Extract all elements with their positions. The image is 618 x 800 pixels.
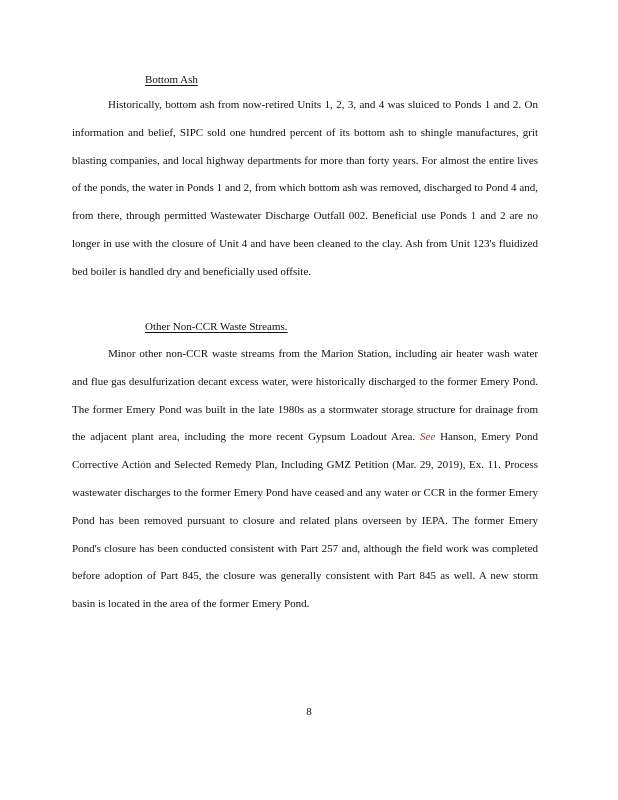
paragraph-text-before-citation: Minor other non-CCR waste streams from the Marion Station, including air heater wash water and flue gas desulfurization decant excess water, were historically discharged to the former Emery Pond. The former Emery Pond was built in the late 1980s as a stormwater storage structure for drainage from the adjacent plant area, including the more recent Gypsum Loadout Area. <box>72 348 538 444</box>
page-number: 8 <box>306 706 312 718</box>
section-heading-other-waste-streams: Other Non-CCR Waste Streams. <box>145 321 288 333</box>
paragraph-text-after-citation: Hanson, Emery Pond Corrective Action and Selected Remedy Plan, Including GMZ Petition (Mar. 29, 2019), Ex. 11. Process wastewater discharges to the former Emery Pond have ceased and any water or CCR in the former Emery Pond has been removed pursuant to closure and related plans overseen by IEPA. The former Emery Pond's closure has been conducted consistent with Part 257 and, although the field work was completed before adoption of Part 845, the closure was generally consistent with Part 845 as well. A new storm basin is located in the area of the former Emery Pond. <box>72 431 539 611</box>
section-heading-bottom-ash: Bottom Ash <box>145 74 198 86</box>
paragraph-bottom-ash: Historically, bottom ash from now-retired Units 1, 2, 3, and 4 was sluiced to Ponds 1 and 2. On information and belief, SIPC sold one hundred percent of its bottom ash to shingle manufactures, grit blasting companies, and local highway departments for more than forty years. For almost the entire lives of the ponds, the water in Ponds 1 and 2, from which bottom ash was removed, discharged to Pond 4 and, from there, through permitted Wastewater Discharge Outfall 002. Beneficial use Ponds 1 and 2 are no longer in use with the closure of Unit 4 and have been cleaned to the clay. Ash from Unit 123's fluidized bed boiler is handled dry and beneficially used offsite. <box>72 99 538 278</box>
paragraph-other-waste-streams <box>72 341 538 619</box>
citation-signal: See <box>420 431 436 444</box>
